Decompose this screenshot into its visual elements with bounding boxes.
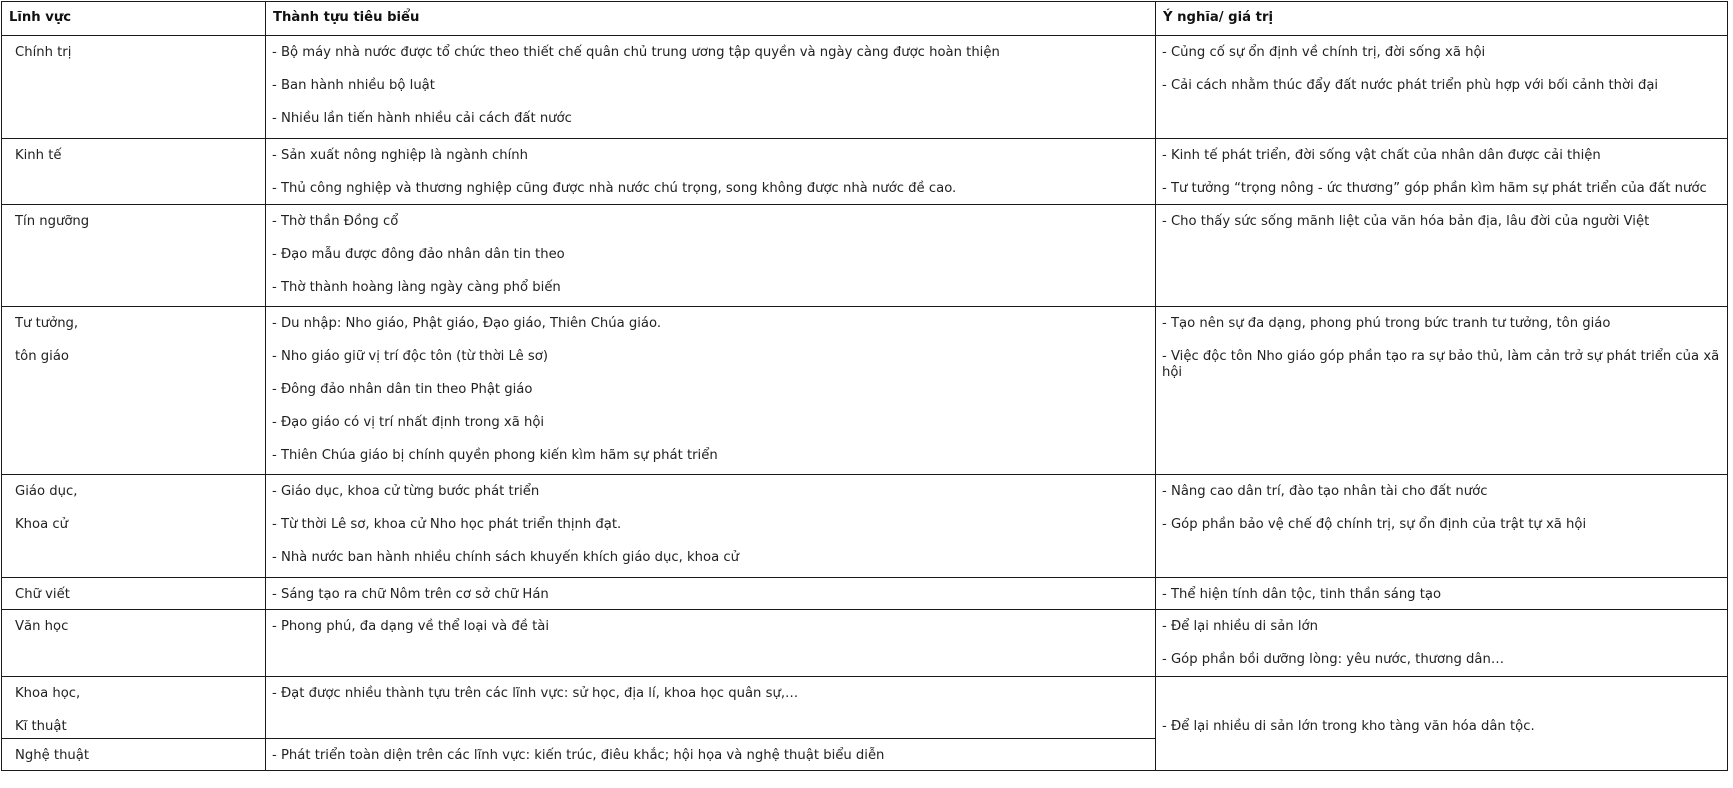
merged-significance-cell <box>1156 677 1728 771</box>
table-row <box>2 578 1728 610</box>
header-achievements: Thành tựu tiêu biểu <box>266 2 1156 36</box>
significance-cell <box>1156 578 1728 610</box>
field-label: Tín ngưỡng <box>15 214 90 229</box>
field-label: Khoa học, <box>15 686 81 701</box>
significance-item: - Để lại nhiều di sản lớn trong kho tàng văn hóa dân tộc. <box>1162 719 1535 734</box>
significance-cell <box>1156 610 1728 677</box>
achievement-item: - Sáng tạo ra chữ Nôm trên cơ sở chữ Hán <box>272 587 549 602</box>
achievement-item: - Thờ thần Đồng cổ <box>272 214 399 229</box>
field-cell <box>2 307 266 475</box>
field-cell <box>2 610 266 677</box>
significance-item: - Củng cố sự ổn định về chính trị, đời sống xã hội <box>1162 45 1486 60</box>
significance-item: - Cho thấy sức sống mãnh liệt của văn hóa bản địa, lâu đời của người Việt <box>1162 214 1650 229</box>
field-cell <box>2 739 266 771</box>
field-label: Chính trị <box>15 45 72 60</box>
field-label: tôn giáo <box>15 349 69 364</box>
significance-item: - Để lại nhiều di sản lớn <box>1162 619 1318 634</box>
significance-item: - Nâng cao dân trí, đào tạo nhân tài cho đất nước <box>1162 484 1488 499</box>
significance-cell <box>1156 139 1728 205</box>
achievements-cell <box>266 739 1156 771</box>
achievement-item: - Thủ công nghiệp và thương nghiệp cũng được nhà nước chú trọng, song không được nhà nước đề cao. <box>272 181 957 196</box>
significance-item: - Việc độc tôn Nho giáo góp phần tạo ra sự bảo thủ, làm cản trở sự phát triển của xã hội <box>1162 349 1720 380</box>
table-row <box>2 610 1728 677</box>
achievement-item: - Đạo mẫu được đông đảo nhân dân tin theo <box>272 247 565 262</box>
field-cell <box>2 139 266 205</box>
field-label: Tư tưởng, <box>15 316 79 331</box>
achievement-item: - Đạo giáo có vị trí nhất định trong xã hội <box>272 415 545 430</box>
achievements-cell <box>266 36 1156 139</box>
significance-item: - Thể hiện tính dân tộc, tinh thần sáng tạo <box>1162 587 1442 602</box>
achievement-item: - Nhà nước ban hành nhiều chính sách khuyến khích giáo dục, khoa cử <box>272 550 739 565</box>
achievement-item: - Giáo dục, khoa cử từng bước phát triển <box>272 484 540 499</box>
table-row <box>2 677 1728 739</box>
achievement-item: - Bộ máy nhà nước được tổ chức theo thiết chế quân chủ trung ương tập quyền và ngày càng được hoàn thiện <box>272 45 1000 60</box>
achievement-item: - Nho giáo giữ vị trí độc tôn (từ thời Lê sơ) <box>272 349 548 364</box>
achievement-item: - Nhiều lần tiến hành nhiều cải cách đất nước <box>272 111 572 126</box>
achievements-cell <box>266 307 1156 475</box>
significance-item: - Góp phần bảo vệ chế độ chính trị, sự ổn định của trật tự xã hội <box>1162 517 1587 532</box>
field-cell <box>2 205 266 307</box>
achievements-cell <box>266 475 1156 578</box>
significance-item: - Tư tưởng “trọng nông - ức thương” góp phần kìm hãm sự phát triển của đất nước <box>1162 181 1707 196</box>
header-row <box>2 2 1728 36</box>
field-label: Giáo dục, <box>15 484 78 499</box>
achievements-cell <box>266 677 1156 739</box>
field-label: Khoa cử <box>15 517 68 532</box>
header-field: Lĩnh vực <box>2 2 266 36</box>
field-label: Kinh tế <box>15 148 62 163</box>
achievements-cell <box>266 139 1156 205</box>
achievement-item: - Từ thời Lê sơ, khoa cử Nho học phát triển thịnh đạt. <box>272 517 622 532</box>
significance-cell <box>1156 475 1728 578</box>
field-label: Chữ viết <box>15 587 70 602</box>
achievement-item: - Phát triển toàn diện trên các lĩnh vực: kiến trúc, điêu khắc; hội họa và nghệ thuật biểu diễn <box>272 748 885 763</box>
header-significance: Ý nghĩa/ giá trị <box>1156 2 1728 36</box>
significance-item: - Cải cách nhằm thúc đẩy đất nước phát triển phù hợp với bối cảnh thời đại <box>1162 78 1659 93</box>
field-label: Văn học <box>15 619 69 634</box>
field-cell <box>2 475 266 578</box>
significance-cell <box>1156 307 1728 475</box>
table-row <box>2 205 1728 307</box>
significance-item: - Kinh tế phát triển, đời sống vật chất của nhân dân được cải thiện <box>1162 148 1601 163</box>
achievement-item: - Sản xuất nông nghiệp là ngành chính <box>272 148 528 163</box>
achievement-item: - Đạt được nhiều thành tựu trên các lĩnh vực: sử học, địa lí, khoa học quân sự,… <box>272 686 799 701</box>
achievement-item: - Du nhập: Nho giáo, Phật giáo, Đạo giáo, Thiên Chúa giáo. <box>272 316 662 331</box>
achievement-item: - Phong phú, đa dạng về thể loại và đề tài <box>272 619 550 634</box>
table-row <box>2 307 1728 475</box>
significance-item: - Góp phần bồi dưỡng lòng: yêu nước, thương dân… <box>1162 652 1505 667</box>
achievements-table <box>1 1 1728 771</box>
field-cell <box>2 578 266 610</box>
field-cell <box>2 677 266 739</box>
achievement-item: - Ban hành nhiều bộ luật <box>272 78 435 93</box>
field-label: Kĩ thuật <box>15 719 67 734</box>
achievement-item: - Thờ thành hoàng làng ngày càng phổ biến <box>272 280 561 295</box>
achievement-item: - Đông đảo nhân dân tin theo Phật giáo <box>272 382 533 397</box>
significance-cell <box>1156 36 1728 139</box>
field-cell <box>2 36 266 139</box>
table-row <box>2 475 1728 578</box>
table-row <box>2 139 1728 205</box>
significance-cell <box>1156 205 1728 307</box>
achievements-cell <box>266 610 1156 677</box>
significance-item: - Tạo nên sự đa dạng, phong phú trong bức tranh tư tưởng, tôn giáo <box>1162 316 1611 331</box>
achievements-cell <box>266 205 1156 307</box>
field-label: Nghệ thuật <box>15 748 90 763</box>
achievement-item: - Thiên Chúa giáo bị chính quyền phong kiến kìm hãm sự phát triển <box>272 448 718 463</box>
table-row <box>2 36 1728 139</box>
achievements-cell <box>266 578 1156 610</box>
